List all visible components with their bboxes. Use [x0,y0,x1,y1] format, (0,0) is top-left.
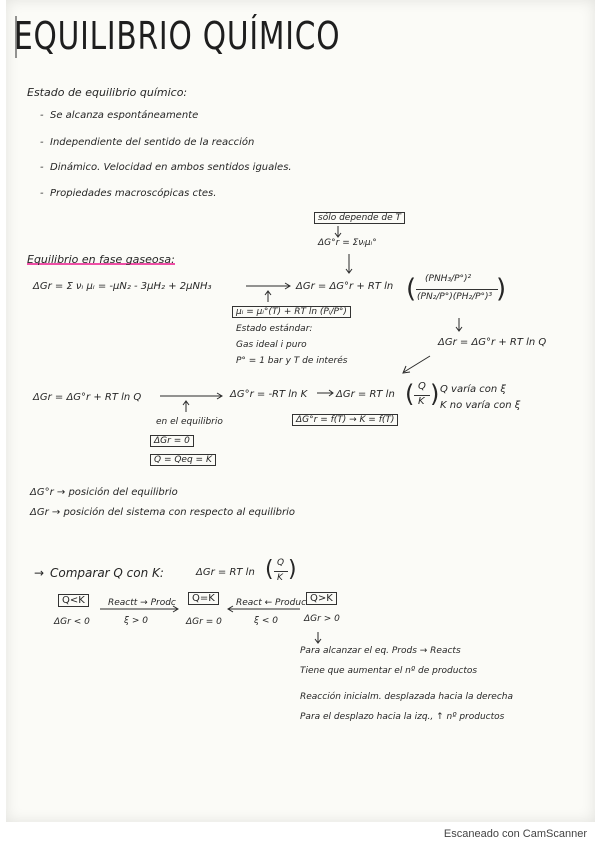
equilibrium-state-heading: Estado de equilibrio químico: [27,86,188,99]
bullet-dash-2: - [40,137,44,148]
right-paren: ) [496,274,507,304]
standard-gibbs-lnk: ΔG°r = -RT ln K [230,389,308,400]
left-paren: ( [406,274,417,304]
bullet-3: Dinámico. Velocidad en ambos sentidos iguales. [50,162,292,173]
k-function-of-T-box: ΔG°r = f(T) → K = f(T) [292,414,398,426]
bullet-2: Independiente del sentido de la reacción [50,137,255,148]
standard-state-item-2: P° = 1 bar y T de interés [236,356,348,366]
compare-denominator: K [277,573,283,583]
q-equals-k-compare-box: Q=K [188,592,219,605]
position-equilibrium-line: ΔG°r → posición del equilibrio [30,487,178,498]
bullet-dash-3: - [40,162,44,173]
delta-g-ln-equation: ΔGr = ΔG°r + RT ln [296,281,394,292]
page-title: EQUILIBRIO QUÍMICO [14,14,341,58]
q-greater-k-box: Q>K [306,592,337,605]
delta-g-sum-equation: ΔGr = Σ νᵢ μᵢ = -μN₂ - 3μH₂ + 2μNH₃ [33,281,212,292]
compare-equation: ΔGr = RT ln [196,567,255,578]
left-paren-compare: ( [265,557,274,582]
q-less-k-box: Q<K [58,594,89,607]
note-shifted-right: Reacción inicialm. desplazada hacia la derecha [300,692,514,702]
note-reach-equilibrium: Para alcanzar el eq. Prods → Reacts [300,646,461,656]
bullet-4: Propiedades macroscópicas ctes. [50,188,217,199]
position-system-line: ΔGr → posición del sistema con respecto al equilibrio [30,507,296,518]
bullet-dash-4: - [40,188,44,199]
standard-state-item-1: Gas ideal i puro [236,340,307,350]
gas-phase-heading: Equilibrio en fase gaseosa: [27,253,175,266]
reverse-arrow-label: React ← Produc [236,598,307,608]
delta-g-zero: ΔGr = 0 [186,617,222,627]
qk-denominator: K [418,396,425,407]
bullet-1: Se alcanza espontáneamente [50,110,199,121]
note-increase-products: Tiene que aumentar el nº de productos [300,666,478,676]
delta-g-zero-box: ΔGr = 0 [150,435,194,447]
q-varies-note: Q varía con ξ [440,384,507,395]
forward-arrow-label: Reactt → Prodc [108,598,176,608]
scanner-footer: Escaneado con CamScanner [443,828,587,840]
delta-g-q-equation: ΔGr = ΔG°r + RT ln Q [438,337,547,348]
arrow-bullet: → [34,566,45,580]
delta-g-ln-qk: ΔGr = RT ln [336,389,395,400]
left-paren-qk: ( [405,380,415,408]
delta-g-q-equation-main: ΔGr = ΔG°r + RT ln Q [33,392,142,403]
fraction-numerator: (PNH₃/P°)² [425,274,472,284]
compare-q-k-label: Comparar Q con K: [50,566,164,580]
qk-numerator: Q [418,381,426,392]
only-depends-on-T-note: sólo depende de T [314,212,405,224]
delta-g-positive: ΔGr > 0 [304,614,340,624]
reverse-xi-label: ξ < 0 [254,616,279,626]
forward-xi-label: ξ > 0 [124,616,149,626]
delta-g-negative: ΔGr < 0 [54,617,90,627]
right-paren-qk: ) [430,380,440,408]
fraction-denominator: (PN₂/P°)(PH₂/P°)³ [417,292,493,302]
k-not-varies-note: K no varía con ξ [440,400,521,411]
note-shift-left: Para el desplazo hacia la izq., ↑ nº productos [300,712,505,722]
standard-state-label: Estado estándar: [236,324,313,334]
right-paren-compare: ) [288,557,297,582]
compare-numerator: Q [277,558,285,568]
q-equals-k-box: Q = Qeq = K [150,454,216,466]
at-equilibrium-label: en el equilibrio [156,417,223,427]
standard-gibbs-definition: ΔG°r = Σνᵢμᵢ° [318,238,377,248]
chemical-potential-box: μᵢ = μᵢ°(T) + RT ln (Pᵢ/P°) [232,306,351,318]
bullet-dash-1: - [40,110,44,121]
